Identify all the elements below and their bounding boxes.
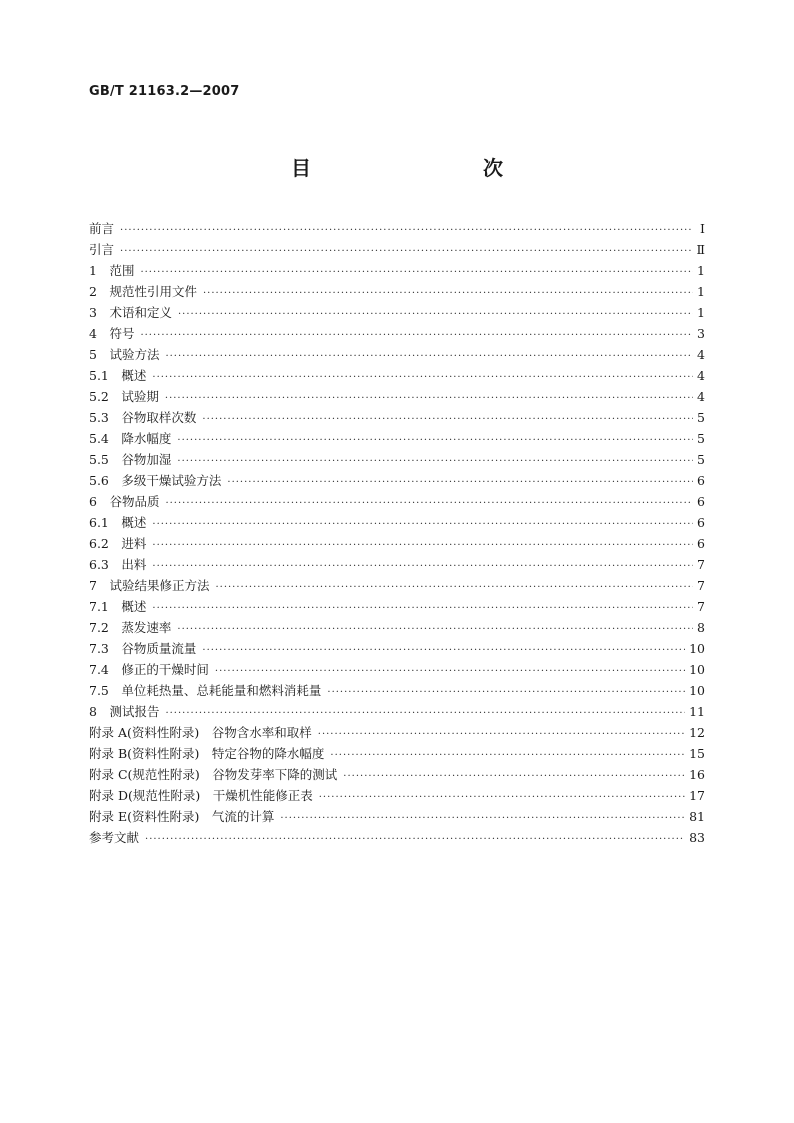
toc-entry-label: 4 符号 [89,326,135,341]
toc-entry[interactable] [89,827,705,848]
toc-entry-page: 5 [697,452,705,467]
toc-leader-dots [165,493,693,514]
toc-entry-page: 3 [697,326,705,341]
toc-leader-dots [178,304,693,325]
toc-entry-label: 2 规范性引用文件 [89,284,197,299]
toc-entry-label: 5.1 概述 [89,368,147,383]
toc-entry[interactable] [89,407,705,428]
toc-entry[interactable] [89,239,705,260]
toc-leader-dots [280,808,685,829]
toc-entry[interactable] [89,281,705,302]
toc-entry-page: 1 [697,284,705,299]
toc-leader-dots [165,703,685,724]
toc-entry-page: 4 [697,347,705,362]
toc-leader-dots [152,367,693,388]
toc-entry-label: 7 试验结果修正方法 [89,578,210,593]
toc-entry-page: 4 [697,368,705,383]
toc-entry-label: 3 术语和定义 [89,305,172,320]
toc-entry-label: 7.1 概述 [89,599,147,614]
toc-entry-page: 12 [689,725,705,740]
toc-entry-label: 5.2 试验期 [89,389,159,404]
toc-entry-label: 参考文献 [89,830,140,845]
toc-leader-dots [120,220,693,241]
toc-entry-page: Ⅱ [696,242,705,257]
toc-leader-dots [145,829,685,850]
toc-leader-dots [152,514,693,535]
toc-entry-page: 81 [689,809,705,824]
toc-leader-dots [140,262,693,283]
toc-entry-label: 6.3 出料 [89,557,147,572]
toc-leader-dots [227,472,693,493]
toc-entry[interactable] [89,701,705,722]
toc-entry[interactable] [89,785,705,806]
toc-entry[interactable] [89,470,705,491]
toc-entry-page: 5 [697,410,705,425]
page-title: 目 次 [291,156,547,180]
toc-entry[interactable] [89,428,705,449]
toc-entry[interactable] [89,575,705,596]
toc-entry-label: 附录 D(规范性附录) 干燥机性能修正表 [89,788,313,803]
toc-entry-label: 附录 E(资料性附录) 气流的计算 [89,809,275,824]
toc-entry-label: 附录 C(规范性附录) 谷物发芽率下降的测试 [89,767,338,782]
toc-leader-dots [343,766,685,787]
toc-leader-dots [152,556,693,577]
toc-entry[interactable] [89,596,705,617]
toc-leader-dots [177,430,693,451]
toc-entry-page: 7 [697,578,705,593]
toc-entry-page: 16 [689,767,705,782]
toc-entry[interactable] [89,533,705,554]
toc-entry-page: 11 [689,704,705,719]
toc-entry-page: Ⅰ [700,221,705,236]
toc-entry-label: 6.1 概述 [89,515,147,530]
toc-entry-page: 6 [697,473,705,488]
toc-entry-label: 引言 [89,242,115,257]
toc-entry-page: 10 [689,683,705,698]
toc-leader-dots [215,577,693,598]
toc-entry-page: 5 [697,431,705,446]
toc-entry[interactable] [89,386,705,407]
toc-entry-label: 7.2 蒸发速率 [89,620,172,635]
toc-leader-dots [203,283,693,304]
toc-entry-label: 1 范围 [89,263,135,278]
toc-leader-dots [202,409,693,430]
toc-entry-page: 6 [697,494,705,509]
toc-entry-label: 8 测试报告 [89,704,160,719]
toc-entry[interactable] [89,302,705,323]
toc-leader-dots [318,724,685,745]
toc-entry-label: 5.6 多级干燥试验方法 [89,473,222,488]
toc-entry-label: 7.4 修正的干燥时间 [89,662,209,677]
standard-code: GB/T 21163.2—2007 [89,84,240,99]
toc-leader-dots [152,535,693,556]
toc-leader-dots [330,745,685,766]
toc-entry-label: 6 谷物品质 [89,494,160,509]
toc-leader-dots [165,346,693,367]
toc-entry-page: 10 [689,662,705,677]
toc-entry-label: 前言 [89,221,115,236]
toc-entry-label: 6.2 进料 [89,536,147,551]
toc-entry[interactable] [89,449,705,470]
toc-entry[interactable] [89,743,705,764]
toc-entry[interactable] [89,365,705,386]
toc-entry[interactable] [89,554,705,575]
toc-entry[interactable] [89,512,705,533]
toc-entry-label: 5.5 谷物加湿 [89,452,172,467]
toc-leader-dots [120,241,692,262]
toc-entry[interactable] [89,260,705,281]
toc-entry[interactable] [89,722,705,743]
toc-leader-dots [327,682,685,703]
toc-leader-dots [177,619,693,640]
toc-entry-page: 83 [689,830,705,845]
toc-entry-page: 1 [697,305,705,320]
toc-leader-dots [165,388,693,409]
toc-entry-page: 10 [689,641,705,656]
toc-entry-page: 17 [689,788,705,803]
toc-entry-page: 4 [697,389,705,404]
toc-entry-label: 5.3 谷物取样次数 [89,410,197,425]
toc-entry[interactable] [89,344,705,365]
toc-leader-dots [140,325,693,346]
toc-entry[interactable] [89,617,705,638]
toc-entry-label: 7.3 谷物质量流量 [89,641,197,656]
toc-entry[interactable] [89,659,705,680]
toc-entry[interactable] [89,323,705,344]
toc-entry[interactable] [89,638,705,659]
toc-entry-page: 7 [697,599,705,614]
toc-entry[interactable] [89,806,705,827]
toc-entry-label: 5 试验方法 [89,347,160,362]
toc-entry[interactable] [89,680,705,701]
toc-entry-label: 7.5 单位耗热量、总耗能量和燃料消耗量 [89,683,322,698]
toc-entry-page: 15 [689,746,705,761]
toc-entry-page: 1 [697,263,705,278]
toc-entry[interactable] [89,764,705,785]
toc-entry-label: 附录 A(资料性附录) 谷物含水率和取样 [89,725,312,740]
toc-entry-page: 8 [697,620,705,635]
toc-leader-dots [152,598,693,619]
table-of-contents [89,218,705,848]
toc-leader-dots [202,640,685,661]
toc-entry-page: 6 [697,536,705,551]
toc-leader-dots [215,661,685,682]
toc-leader-dots [177,451,693,472]
toc-entry[interactable] [89,491,705,512]
toc-leader-dots [319,787,685,808]
toc-entry-page: 6 [697,515,705,530]
toc-entry-label: 附录 B(资料性附录) 特定谷物的降水幅度 [89,746,325,761]
toc-entry-label: 5.4 降水幅度 [89,431,172,446]
toc-entry-page: 7 [697,557,705,572]
toc-entry[interactable] [89,218,705,239]
